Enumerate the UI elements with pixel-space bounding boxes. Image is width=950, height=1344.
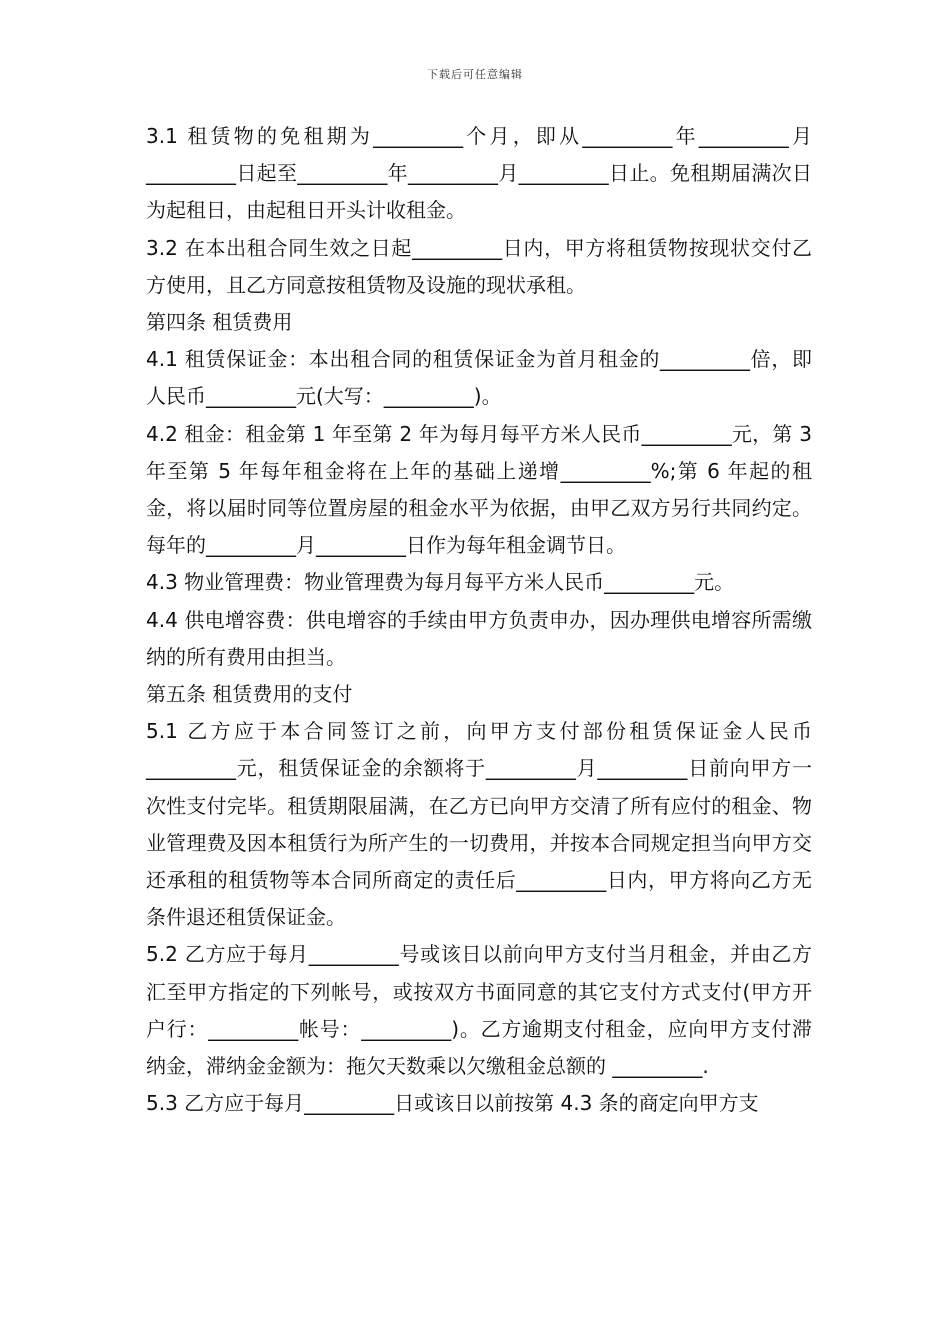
clause-3-2: 3.2 在本出租合同生效之日起_________日内，甲方将租赁物按现状交付乙方使用，且乙方同意按租赁物及设施的现状承租。 <box>146 235 812 297</box>
clause-4-2: 4.2 租金：租金第 1 年至第 2 年为每月每平方米人民币_________元，第 3 年至第 5 年每年租金将在上年的基础上递增_________%;第 6 年起的租金，将以届时同等位置房屋的租金水平为依据，由甲乙双方另行共同约定。每年的_________月_________日作为每年租金调节日。 <box>146 421 812 558</box>
clause-4-3: 4.3 物业管理费：物业管理费为每月每平方米人民币_________元。 <box>146 570 735 595</box>
page-header: 下载后可任意编辑 <box>427 68 523 81</box>
article-5-heading: 第五条 租赁费用的支付 <box>146 682 353 707</box>
clause-5-2: 5.2 乙方应于每月_________号或该日以前向甲方支付当月租金，并由乙方汇至甲方指定的下列帐号，或按双方书面同意的其它支付方式支付(甲方开户行：_________帐号：_________)。乙方逾期支付租金，应向甲方支付滞纳金，滞纳金金额为：拖欠天数乘以欠缴租金总额的 _________. <box>146 942 812 1079</box>
clause-5-1: 5.1 乙方应于本合同签订之前，向甲方支付部份租赁保证金人民币_________元，租赁保证金的余额将于_________月_________日前向甲方一次性支付完毕。租赁期限届满，在乙方已向甲方交清了所有应付的租金、物业管理费及因本租赁行为所产生的一切费用，并按本合同规定担当向甲方交还承租的租赁物等本合同所商定的责任后_________日内，甲方将向乙方无条件退还租赁保证金。 <box>146 719 812 930</box>
document-body <box>146 118 812 1122</box>
clause-3-1: 3.1 租赁物的免租期为_________个月，即从_________年_________月_________日起至_________年_________月_________日止。免租期届满次日为起租日，由起租日开头计收租金。 <box>146 124 812 223</box>
article-4-heading: 第四条 租赁费用 <box>146 310 293 335</box>
clause-4-1: 4.1 租赁保证金：本出租合同的租赁保证金为首月租金的_________倍，即人民币_________元(大写：_________)。 <box>146 347 812 409</box>
clause-5-3: 5.3 乙方应于每月_________日或该日以前按第 4.3 条的商定向甲方支 <box>146 1091 759 1116</box>
clause-4-4: 4.4 供电增容费：供电增容的手续由甲方负责申办，因办理供电增容所需缴纳的所有费用由担当。 <box>146 607 812 669</box>
